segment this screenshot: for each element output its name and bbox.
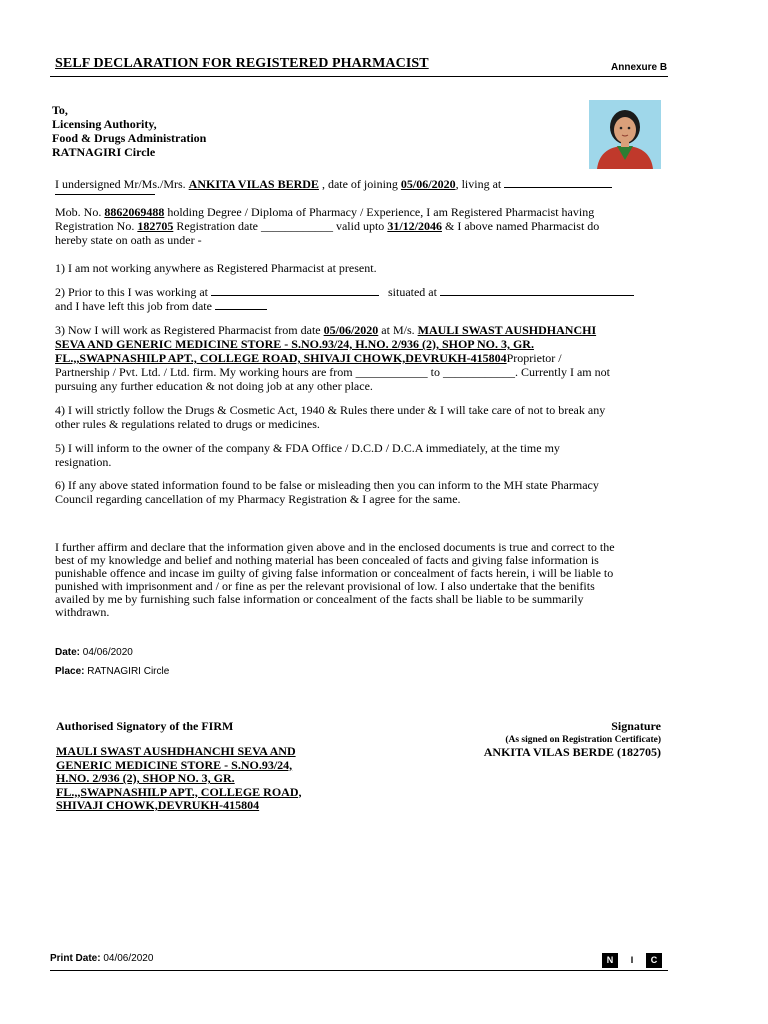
annexure-label: Annexure B — [611, 62, 668, 73]
firm-address-line: GENERIC MEDICINE STORE - S.NO.93/24, — [56, 757, 293, 772]
declaration-item-5-cont: resignation. — [55, 455, 112, 469]
intro-text: holding Degree / Diploma of Pharmacy / Experience, I am Registered Pharmacist having — [164, 205, 595, 219]
place-value: RATNAGIRI Circle — [87, 666, 170, 677]
signatory-firm — [56, 745, 301, 813]
intro-text: Registration date ____________ valid upto — [173, 219, 388, 233]
place-label: Place: — [55, 666, 85, 677]
portrait-image — [589, 100, 661, 169]
footer-divider — [50, 970, 668, 971]
working-from-date: 05/06/2020 — [323, 323, 379, 337]
address-line3: RATNAGIRI Circle — [52, 145, 156, 159]
signature-note: (As signed on Registration Certificate) — [505, 735, 661, 745]
intro-line-2 — [55, 205, 655, 219]
print-date-value: 04/06/2020 — [103, 953, 154, 964]
affirmation-line: punished with imprisonment and / or fine as per the relevant provisional of low. I also undertake that the benifits — [55, 579, 595, 593]
affirmation-paragraph — [55, 541, 655, 619]
print-date-label: Print Date: — [50, 953, 101, 964]
affirmation-line: availed by me by furnishing such false information or concealment of the facts shall be liable to be summarily — [55, 592, 584, 606]
nic-logo — [602, 953, 662, 968]
signatory-heading: Authorised Signatory of the FIRM — [56, 719, 234, 733]
declaration-item-6: 6) If any above stated information found to be false or misleading then you can inform to the MH state Pharmacy — [55, 478, 599, 492]
firm-name-line2: SEVA AND GENERIC MEDICINE STORE - S.NO.93/24, H.NO. 2/936 (2), SHOP NO. 3, GR. — [55, 337, 534, 351]
intro-line-4: hereby state on oath as under - — [55, 233, 202, 247]
declaration-item-3 — [55, 323, 655, 337]
firm-address-line: H.NO. 2/936 (2), SHOP NO. 3, GR. — [56, 771, 235, 785]
living-at-blank — [504, 177, 612, 188]
document-title: SELF DECLARATION FOR REGISTERED PHARMACIST — [55, 56, 429, 71]
print-date — [50, 952, 153, 966]
declaration-item-3-hours: Partnership / Pvt. Ltd. / Ltd. firm. My working hours are from ____________ to ____________. Currently I am not — [55, 365, 610, 379]
nic-logo-letter: C — [646, 953, 662, 968]
declaration-item-4: 4) I will strictly follow the Drugs & Cosmetic Act, 1940 & Rules there under & I will take care of not to break any — [55, 403, 606, 417]
signature-name: ANKITA VILAS BERDE (182705) — [483, 745, 661, 759]
firm-address-line: MAULI SWAST AUSHDHANCHI SEVA AND — [56, 744, 296, 758]
address-line1: Licensing Authority, — [52, 117, 157, 131]
pharmacist-photo — [589, 100, 661, 169]
item-text: at M/s. — [378, 323, 418, 337]
declarant-name: ANKITA VILAS BERDE — [188, 177, 319, 191]
firm-name-line3: FL.,,SWAPNASHILP APT., COLLEGE ROAD, SHIVAJI CHOWK,DEVRUKH-415804 — [55, 351, 507, 365]
intro-text: , living at — [455, 177, 505, 191]
previous-employer-blank — [211, 285, 379, 296]
nic-logo-letter: N — [602, 953, 618, 968]
recipient-address — [52, 103, 206, 159]
declaration-item-4-cont: other rules & regulations related to drugs or medicines. — [55, 417, 320, 431]
date-label: Date: — [55, 647, 81, 658]
intro-text: I undersigned Mr/Ms./Mrs. — [55, 177, 189, 191]
registration-number: 182705 — [137, 219, 174, 233]
nic-logo-letter: I — [624, 953, 640, 968]
address-blank-line — [55, 194, 155, 195]
address-to: To, — [52, 103, 68, 117]
declaration-item-3-firm — [55, 337, 655, 351]
joining-date: 05/06/2020 — [400, 177, 456, 191]
intro-text: Mob. No. — [55, 205, 105, 219]
valid-upto-date: 31/12/2046 — [387, 219, 442, 233]
affirmation-line: withdrawn. — [55, 605, 110, 619]
mobile-number: 8862069488 — [104, 205, 165, 219]
date-value: 04/06/2020 — [82, 647, 133, 658]
declaration-item-3-firm-end — [55, 351, 655, 365]
place-field — [55, 665, 169, 679]
affirmation-line: best of my knowledge and belief and nothing material has been concealed of facts and giving false information is — [55, 553, 599, 567]
left-date-blank — [215, 299, 267, 310]
firm-address-line: SHIVAJI CHOWK,DEVRUKH-415804 — [56, 798, 260, 812]
declaration-item-1: 1) I am not working anywhere as Registered Pharmacist at present. — [55, 261, 377, 275]
intro-text: , date of joining — [318, 177, 401, 191]
intro-text: & I above named Pharmacist do — [441, 219, 600, 233]
firm-name-line1: MAULI SWAST AUSHDHANCHI — [417, 323, 597, 337]
signature-label: Signature — [611, 719, 661, 733]
item-text: Proprietor / — [506, 351, 562, 365]
date-field — [55, 646, 133, 660]
firm-address-line: FL.,,SWAPNASHILP APT., COLLEGE ROAD, — [56, 784, 302, 799]
intro-line-3 — [55, 219, 655, 233]
declaration-item-3-end: pursuing any further education & not doing job at any other place. — [55, 379, 373, 393]
declaration-item-5: 5) I will inform to the owner of the company & FDA Office / D.C.D / D.C.A immediately, at the time my — [55, 441, 560, 455]
intro-text: Registration No. — [55, 219, 138, 233]
item-text: situated at — [384, 285, 440, 299]
previous-location-blank — [440, 285, 634, 296]
intro-line-1 — [55, 177, 655, 191]
affirmation-line: I further affirm and declare that the information given above and in the enclosed documents is true and correct to the — [55, 540, 615, 554]
declaration-item-2-cont — [55, 299, 655, 313]
header-divider — [50, 76, 668, 77]
item-text: 3) Now I will work as Registered Pharmacist from date — [55, 323, 324, 337]
affirmation-line: punishable offence and incase im guilty of giving false information or concealment of facts herein, i will be liable to — [55, 566, 614, 580]
item-text: 2) Prior to this I was working at — [55, 285, 211, 299]
address-line2: Food & Drugs Administration — [52, 131, 207, 145]
declaration-item-2 — [55, 285, 655, 299]
declaration-item-6-cont: Council regarding cancellation of my Pharmacy Registration & I agree for the same. — [55, 492, 461, 506]
item-text: and I have left this job from date — [55, 299, 215, 313]
